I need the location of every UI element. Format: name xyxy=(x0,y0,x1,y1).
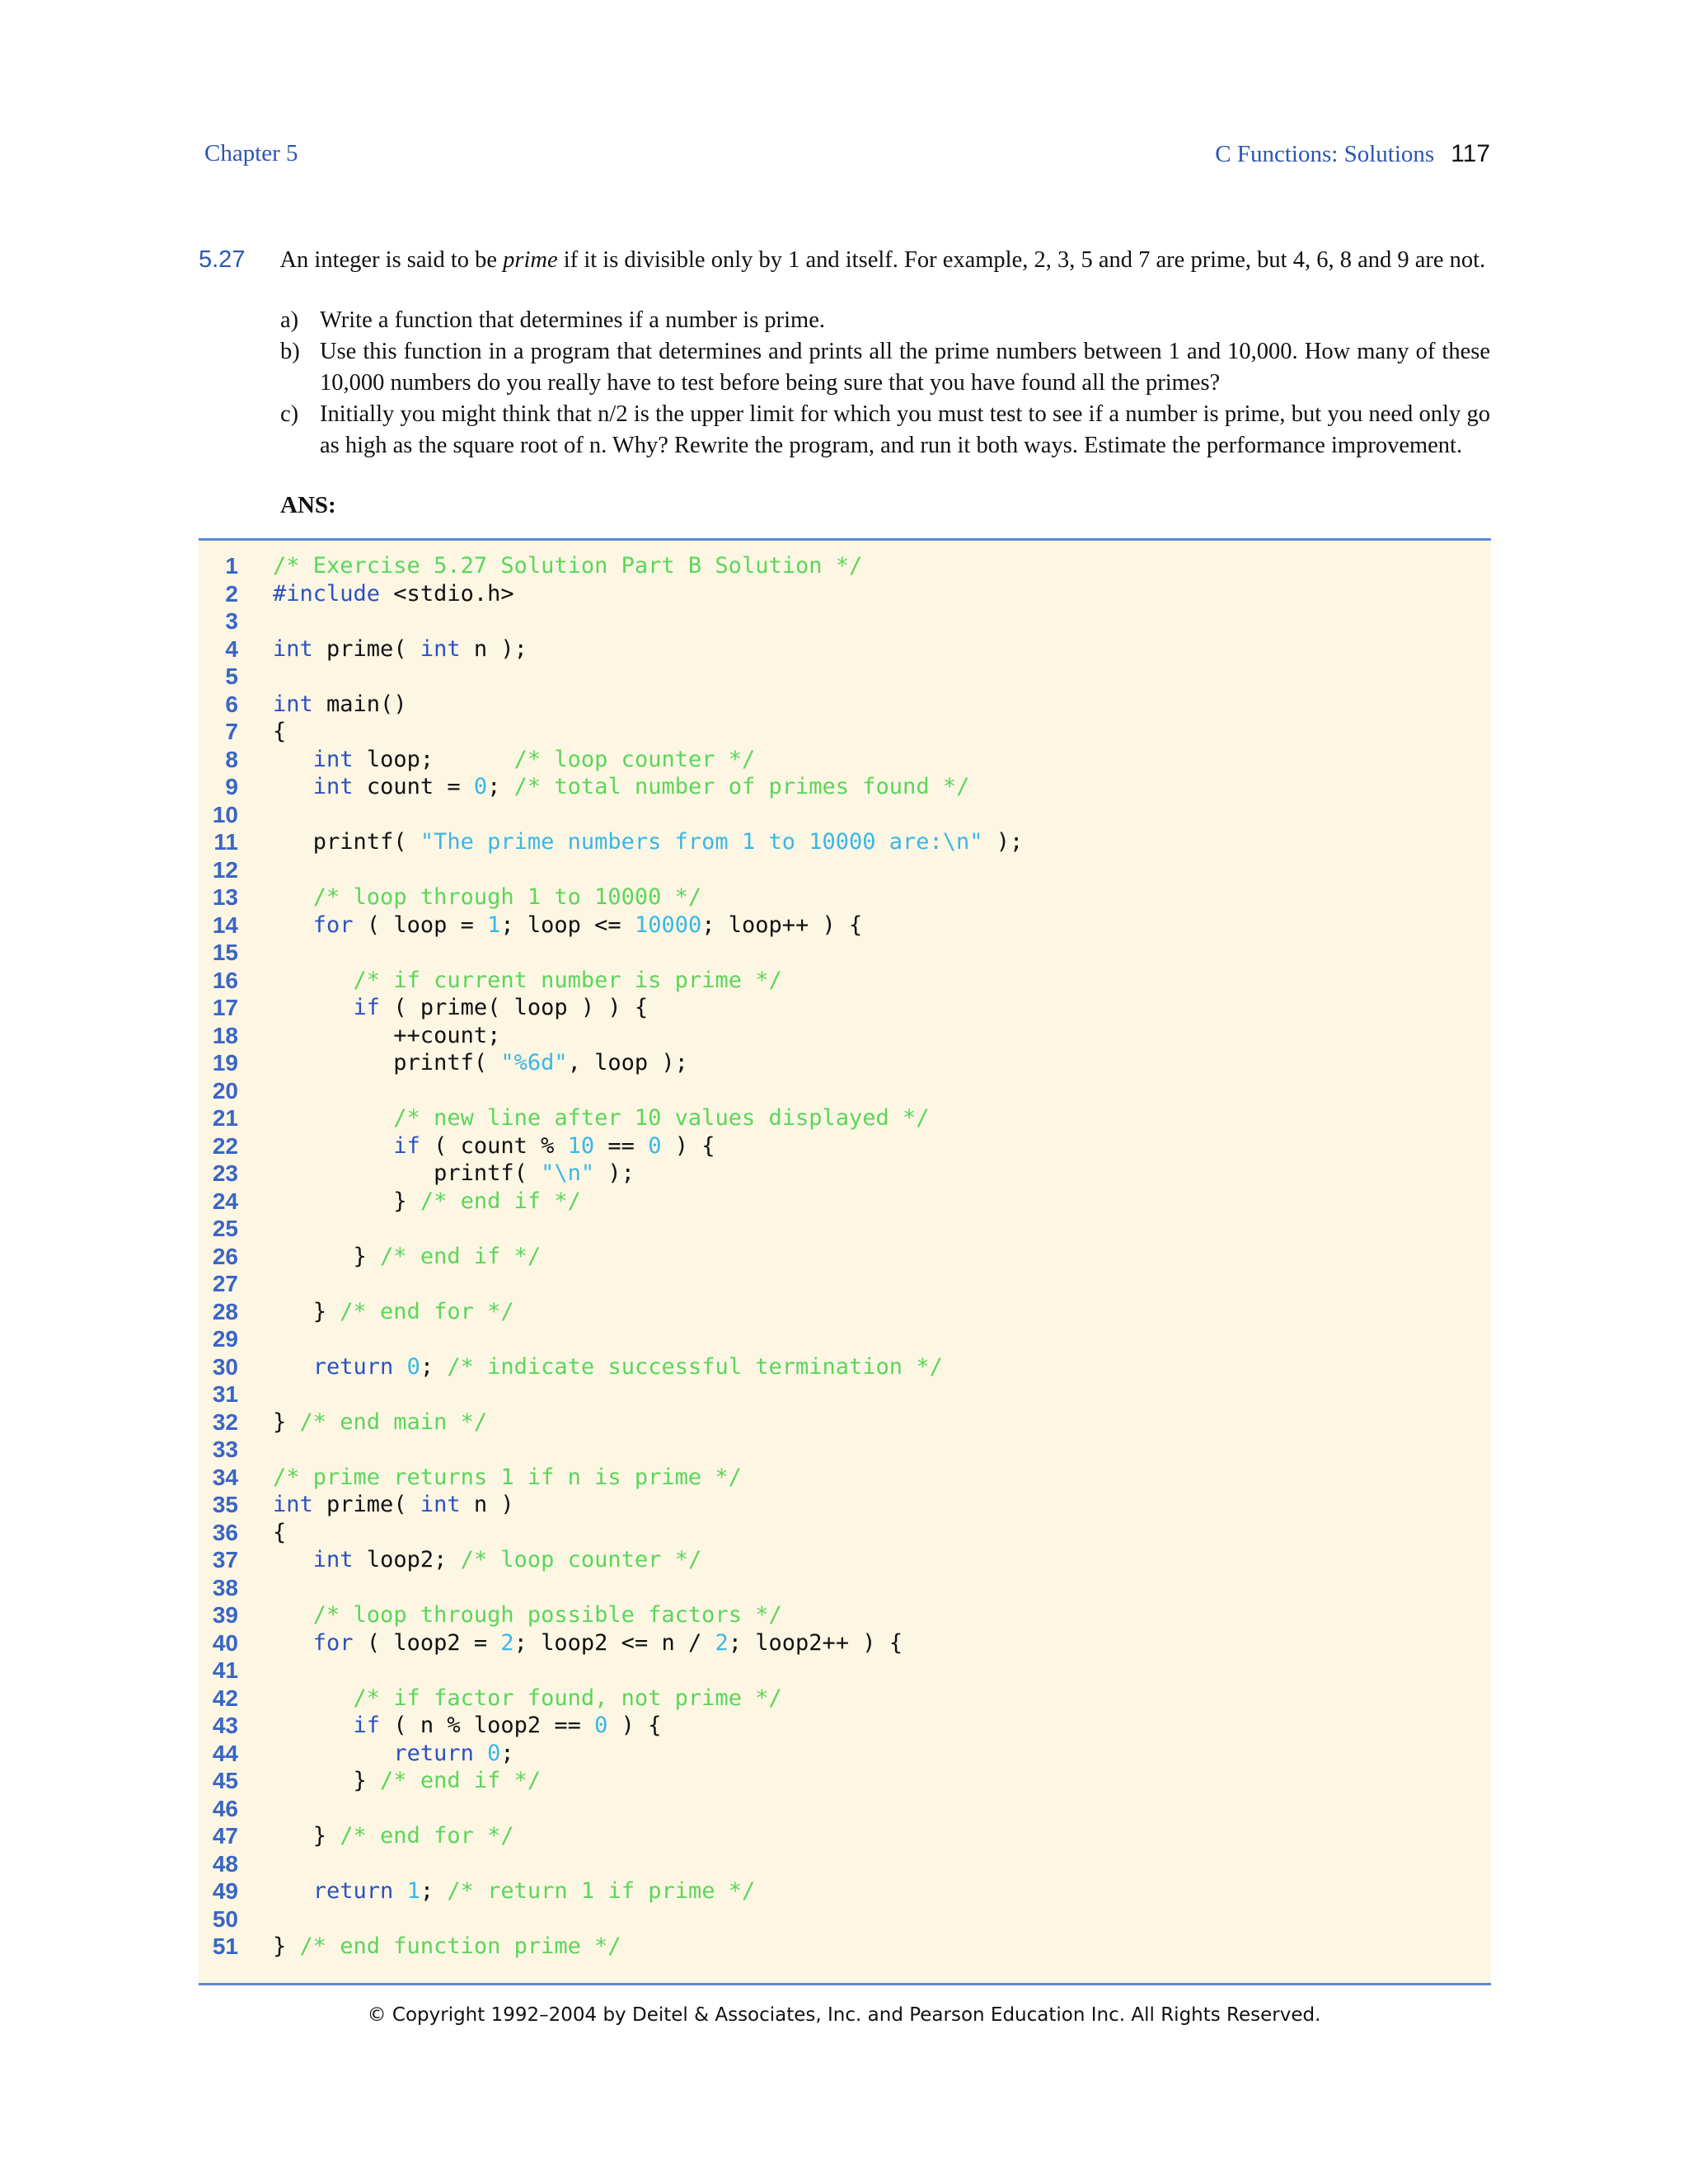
line-number: 41 xyxy=(212,1657,238,1683)
code-string: "%6d" xyxy=(500,1050,568,1076)
code-listing xyxy=(199,538,1491,1985)
code-keyword: int xyxy=(420,1492,461,1517)
line-number: 34 xyxy=(212,1464,238,1490)
line-number: 9 xyxy=(225,774,238,799)
code-token xyxy=(273,747,313,772)
code-keyword: int xyxy=(312,774,354,799)
line-number: 32 xyxy=(212,1408,238,1435)
code-token: ; xyxy=(487,774,514,799)
code-keyword: int xyxy=(273,635,313,662)
code-text xyxy=(273,1546,701,1574)
line-number: 51 xyxy=(212,1933,238,1959)
code-comment: /* new line after 10 values displayed */ xyxy=(393,1105,930,1131)
code-string: "The prime numbers from 1 to 10000 are:\n" xyxy=(420,829,983,855)
code-comment: /* end if */ xyxy=(380,1768,542,1793)
code-comment: /* end main */ xyxy=(299,1408,488,1435)
code-token: } xyxy=(273,1188,420,1214)
code-token xyxy=(273,1630,313,1656)
line-number: 17 xyxy=(212,995,238,1020)
code-number: 0 xyxy=(406,1353,420,1380)
line-number: 36 xyxy=(212,1519,238,1545)
question-parts xyxy=(280,305,1490,462)
code-token: printf( xyxy=(273,1160,542,1186)
section-title: C Functions: Solutions xyxy=(1215,141,1435,167)
line-number: 40 xyxy=(212,1629,238,1656)
code-text xyxy=(273,1767,541,1795)
line-number: 14 xyxy=(212,912,238,938)
code-comment: /* return 1 if prime */ xyxy=(447,1878,756,1904)
code-number: 10000 xyxy=(634,912,702,938)
part-c xyxy=(280,399,1490,462)
code-text xyxy=(273,912,862,940)
code-text xyxy=(273,1685,782,1713)
question-emphasis: prime xyxy=(503,247,558,273)
part-label: c) xyxy=(280,401,299,427)
line-number: 37 xyxy=(212,1547,238,1572)
code-comment: /* if current number is prime */ xyxy=(353,967,782,993)
code-number: 2 xyxy=(500,1629,514,1656)
code-comment: /* end for */ xyxy=(340,1298,514,1324)
line-number: 23 xyxy=(212,1160,238,1186)
line-number: 26 xyxy=(212,1243,238,1269)
code-text xyxy=(273,746,755,774)
code-comment: /* total number of primes found */ xyxy=(513,774,970,799)
line-number: 30 xyxy=(212,1353,238,1380)
code-text xyxy=(273,1408,487,1436)
line-number: 39 xyxy=(212,1602,238,1628)
line-number: 29 xyxy=(212,1326,238,1352)
line-number: 3 xyxy=(225,608,238,634)
code-text xyxy=(273,718,286,746)
line-number: 6 xyxy=(225,691,238,717)
code-text xyxy=(273,773,969,801)
code-comment: /* end if */ xyxy=(420,1188,581,1214)
code-keyword: return xyxy=(312,1353,394,1380)
code-token xyxy=(273,1878,313,1904)
line-number: 38 xyxy=(212,1574,238,1601)
code-token xyxy=(273,995,354,1020)
line-number: 11 xyxy=(213,829,238,855)
code-text xyxy=(273,883,701,912)
code-token: } xyxy=(273,1408,300,1435)
code-token: prime( xyxy=(312,635,420,662)
exercise-number: 5.27 xyxy=(199,246,246,273)
code-keyword: for xyxy=(312,1629,354,1656)
code-text xyxy=(273,828,1023,856)
code-text xyxy=(273,967,782,995)
question-text-before: An integer is said to be xyxy=(279,247,504,273)
code-number: 0 xyxy=(473,774,488,799)
line-number: 45 xyxy=(212,1768,238,1793)
code-text xyxy=(273,1132,715,1160)
code-text xyxy=(273,1601,782,1629)
line-number: 35 xyxy=(212,1492,238,1517)
code-token: ; loop2 <= n / xyxy=(513,1629,715,1656)
code-keyword: int xyxy=(312,1547,354,1572)
code-comment: /* loop through possible factors */ xyxy=(312,1602,782,1628)
code-token: ( prime( loop ) ) { xyxy=(380,995,649,1020)
code-token: } xyxy=(273,1823,340,1849)
part-label: b) xyxy=(280,339,300,364)
line-number: 24 xyxy=(212,1188,238,1214)
code-keyword: if xyxy=(353,1713,381,1738)
chapter-label: Chapter 5 xyxy=(204,140,298,166)
code-token xyxy=(273,968,354,993)
line-number: 15 xyxy=(212,940,238,965)
code-token xyxy=(273,1547,313,1572)
code-text xyxy=(273,552,862,580)
code-keyword: if xyxy=(353,995,381,1020)
code-token: } xyxy=(273,1298,340,1324)
code-token: prime( xyxy=(312,1492,420,1517)
code-token: ; xyxy=(500,1740,514,1766)
code-text xyxy=(273,1022,500,1050)
code-token: { xyxy=(273,1519,287,1545)
code-comment: /* indicate successful termination */ xyxy=(447,1353,943,1380)
line-number: 21 xyxy=(212,1105,238,1131)
code-keyword: int xyxy=(420,635,461,662)
code-token xyxy=(273,1354,313,1380)
question-paragraph xyxy=(199,244,1491,276)
code-text xyxy=(273,1712,661,1740)
copyright-footer: © Copyright 1992–2004 by Deitel & Associates, Inc. and Pearson Education Inc. All Rights Reserved. xyxy=(367,2004,1321,2026)
header-right xyxy=(1215,140,1490,168)
code-token: ; loop2++ ) { xyxy=(728,1629,903,1656)
code-token xyxy=(273,1713,354,1738)
code-number: 1 xyxy=(487,912,501,938)
code-token: ; loop <= xyxy=(500,912,635,938)
code-number: 0 xyxy=(648,1132,662,1159)
line-number: 22 xyxy=(212,1132,238,1159)
code-keyword: if xyxy=(393,1132,420,1159)
code-text xyxy=(273,1104,930,1132)
code-text xyxy=(273,1519,286,1547)
line-number: 43 xyxy=(212,1713,238,1738)
line-number: 7 xyxy=(225,719,238,744)
line-number: 50 xyxy=(212,1905,238,1932)
code-text xyxy=(273,580,514,608)
code-token: loop2; xyxy=(353,1547,461,1572)
line-number: 13 xyxy=(212,884,238,910)
code-text xyxy=(273,1464,742,1492)
code-comment: /* loop counter */ xyxy=(460,1547,702,1572)
part-text: Write a function that determines if a number is prime. xyxy=(320,307,825,333)
code-token: } xyxy=(273,1243,381,1269)
line-number: 25 xyxy=(212,1216,238,1241)
code-number: 0 xyxy=(487,1740,501,1766)
code-comment: /* Exercise 5.27 Solution Part B Solution */ xyxy=(273,553,863,579)
code-text xyxy=(273,1160,635,1188)
code-text xyxy=(273,1629,903,1657)
code-comment: /* prime returns 1 if n is prime */ xyxy=(273,1464,742,1490)
code-keyword: return xyxy=(312,1878,394,1904)
code-keyword: int xyxy=(273,1492,313,1517)
line-number: 5 xyxy=(225,663,238,689)
code-token: <stdio.h> xyxy=(380,580,514,607)
code-token: printf( xyxy=(273,1050,501,1076)
line-number: 44 xyxy=(212,1740,238,1766)
code-token xyxy=(273,1105,393,1131)
code-token: , loop ); xyxy=(567,1050,688,1076)
question-text-after: if it is divisible only by 1 and itself. For example, 2, 3, 5 and 7 are prime, but 4, 6, 8 and 9 are not. xyxy=(557,247,1486,273)
code-token: ); xyxy=(594,1160,635,1186)
code-token: } xyxy=(273,1933,300,1959)
part-text: Use this function in a program that determines and prints all the prime numbers between 1 and 10,000. How many of these 10,000 numbers do you really have to test before being sure that you have found all the primes? xyxy=(320,339,1490,396)
code-text xyxy=(273,1049,688,1077)
answer-label: ANS: xyxy=(280,492,336,518)
code-number: 1 xyxy=(406,1878,420,1904)
part-b xyxy=(280,336,1490,399)
code-token xyxy=(273,774,313,799)
line-number: 49 xyxy=(212,1878,238,1904)
line-number: 42 xyxy=(212,1685,238,1711)
code-text xyxy=(273,1933,621,1961)
code-comment: /* loop through 1 to 10000 */ xyxy=(312,884,702,910)
code-token: ; xyxy=(420,1878,448,1904)
code-token xyxy=(273,1133,393,1159)
code-string: "\n" xyxy=(541,1160,595,1186)
code-token: ) { xyxy=(607,1713,662,1738)
line-number: 12 xyxy=(212,856,238,883)
line-number: 48 xyxy=(212,1850,238,1877)
code-token: ( n % loop2 == xyxy=(380,1713,595,1738)
code-token: { xyxy=(273,719,287,744)
code-token: n ) xyxy=(460,1492,514,1517)
code-comment: /* end function prime */ xyxy=(299,1933,621,1959)
code-keyword: int xyxy=(273,691,313,717)
code-keyword: for xyxy=(312,912,354,938)
page-header xyxy=(204,140,1490,173)
code-token xyxy=(393,1354,406,1380)
code-token: ) { xyxy=(661,1132,715,1159)
line-number: 16 xyxy=(212,967,238,993)
code-token: ++count; xyxy=(273,1022,501,1048)
code-text xyxy=(273,994,648,1022)
line-number: 19 xyxy=(212,1050,238,1076)
code-text xyxy=(273,1491,514,1519)
line-number: 10 xyxy=(212,801,238,827)
code-token: count = xyxy=(353,774,474,799)
line-number: 46 xyxy=(212,1795,238,1821)
line-number: 33 xyxy=(212,1436,238,1462)
line-number: 2 xyxy=(225,580,238,607)
code-number: 2 xyxy=(715,1629,729,1656)
code-token: loop; xyxy=(353,746,514,772)
code-token: ( loop = xyxy=(353,912,488,938)
code-text xyxy=(273,1877,755,1905)
code-token xyxy=(273,1602,313,1628)
code-number: 0 xyxy=(594,1713,608,1738)
code-text xyxy=(273,1822,514,1850)
code-token: } xyxy=(273,1768,381,1793)
part-text: Initially you might think that n/2 is the upper limit for which you must test to see if a number is prime, but you need only go as high as the square root of n. Why? Rewrite the program, and run it both ways. Estimate the performance improvement. xyxy=(320,401,1490,458)
code-token xyxy=(393,1878,406,1904)
code-token: ); xyxy=(982,829,1024,855)
code-token: ; xyxy=(420,1353,448,1380)
page-number: 117 xyxy=(1451,140,1490,167)
code-token: ; loop++ ) { xyxy=(701,912,863,938)
code-token xyxy=(474,1741,487,1766)
code-comment: /* end if */ xyxy=(380,1243,542,1269)
code-comment: /* end for */ xyxy=(340,1823,514,1849)
code-text xyxy=(273,1243,541,1271)
line-number: 47 xyxy=(212,1823,238,1849)
code-token xyxy=(273,912,313,938)
code-token: ( loop2 = xyxy=(353,1629,501,1656)
code-token xyxy=(273,884,313,910)
code-token xyxy=(273,1741,393,1766)
code-text xyxy=(273,1188,581,1216)
code-token xyxy=(273,1685,354,1711)
code-number: 10 xyxy=(567,1132,595,1159)
line-number: 8 xyxy=(225,746,238,772)
part-a xyxy=(280,305,1490,336)
line-number: 4 xyxy=(225,635,238,662)
part-label: a) xyxy=(280,307,299,333)
line-number: 1 xyxy=(225,553,238,579)
code-text xyxy=(273,1740,514,1768)
line-number: 27 xyxy=(212,1271,238,1296)
code-comment: /* if factor found, not prime */ xyxy=(353,1685,782,1711)
code-token: main() xyxy=(312,691,407,717)
code-text xyxy=(273,691,407,719)
code-keyword: int xyxy=(312,746,354,772)
code-text xyxy=(273,1298,514,1326)
code-token: n ); xyxy=(460,635,528,662)
line-number: 31 xyxy=(212,1381,238,1407)
code-text xyxy=(273,1353,943,1381)
code-comment: /* loop counter */ xyxy=(513,746,756,772)
line-number: 18 xyxy=(212,1022,238,1048)
code-token: == xyxy=(594,1132,649,1159)
line-number: 28 xyxy=(212,1298,238,1324)
code-keyword: return xyxy=(393,1740,474,1766)
line-number: 20 xyxy=(212,1077,238,1104)
code-keyword: #include xyxy=(273,580,381,607)
code-token: printf( xyxy=(273,829,420,855)
code-text xyxy=(273,635,528,663)
code-token: ( count % xyxy=(420,1132,568,1159)
